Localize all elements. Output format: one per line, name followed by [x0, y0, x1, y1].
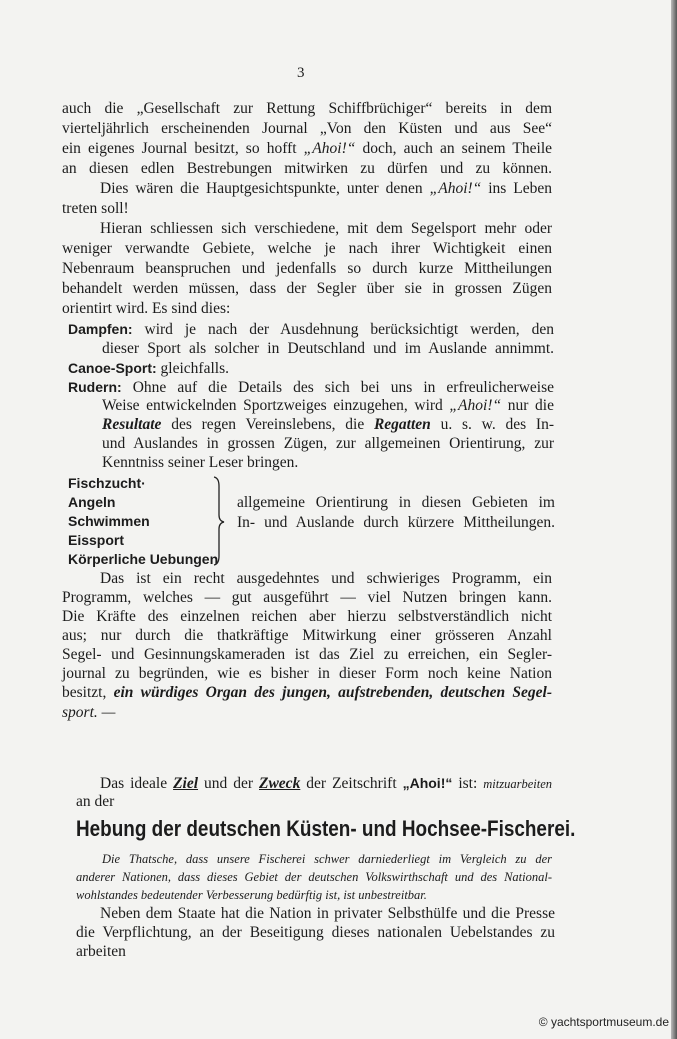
text-segment: treten soll! — [62, 200, 129, 217]
text-segment: u. s. w. des In- — [430, 416, 554, 433]
sports-item: Schwimmen — [68, 513, 150, 529]
text-line — [62, 608, 552, 626]
text-segment: Die Kräfte des einzelnen reichen aber hierzu selbstverständlich nicht — [62, 608, 552, 625]
text-segment: nur die — [501, 397, 554, 414]
sports-item: Fischzucht· — [68, 475, 146, 491]
text-segment: ist: — [452, 775, 484, 792]
text-line — [100, 905, 555, 923]
text-line — [62, 627, 552, 645]
text-segment: Resultate — [102, 416, 162, 433]
sports-item: Körperliche Uebungen — [68, 551, 219, 567]
text-segment: wohlstandes bedeutender Verbesserung bedürftig ist, ist unbestreitbar. — [76, 888, 427, 902]
text-line — [62, 200, 129, 218]
text-segment: an diesen edlen Bestrebungen mitwirken zu dürfen und zu können. — [62, 160, 552, 177]
text-line — [100, 570, 552, 588]
text-line — [68, 378, 554, 397]
text-segment: besitzt, — [62, 684, 114, 701]
text-line — [100, 220, 552, 238]
section-heading: Hebung der deutschen Küsten- und Hochsee-Fischerei. — [76, 816, 576, 841]
text-segment: wird je nach der Ausdehnung berücksichtigt werden, den — [132, 321, 554, 338]
text-line — [102, 397, 554, 415]
text-segment: „Ahoi!“ — [303, 140, 356, 157]
text-segment: und Auslandes in grossen Zügen, zur allgemeinen Orientirung, zur — [102, 435, 554, 452]
text-segment: Dies wären die Hauptgesichtspunkte, unter denen — [100, 180, 430, 197]
text-segment: mitzuarbeiten — [483, 777, 553, 791]
text-segment: Segel- und Gesinnungskameraden ist das Ziel zu erreichen, ein Segler- — [62, 646, 552, 663]
text-line — [76, 943, 126, 961]
text-line — [62, 120, 552, 138]
sports-text: In- und Auslande durch kürzere Mittheilungen. — [237, 514, 555, 531]
text-segment: die Verpflichtung, an der Beseitigung dieses nationalen Uebelstandes zu — [76, 924, 555, 941]
text-line — [102, 416, 554, 434]
text-segment: Das ideale — [100, 775, 174, 792]
text-segment: vierteljährlich erscheinenden Journal „Von den Küsten und aus See“ — [62, 120, 552, 137]
text-segment: dieser Sport als solcher in Deutschland und im Auslande annimmt. — [102, 340, 554, 357]
text-segment: ein würdiges Organ des jungen, aufstrebenden, deutschen Segel- — [113, 684, 552, 701]
text-line — [100, 180, 552, 198]
text-segment: Ohne auf die Details des sich bei uns in erfreulicherweise — [121, 379, 554, 396]
text-line — [62, 665, 552, 683]
text-segment: behandelt werden müssen, dass der Segler über sie in grossen Zügen — [62, 280, 552, 297]
text-segment: arbeiten — [76, 943, 126, 960]
text-segment: anderer Nationen, dass dieses Gebiet der deutschen Volkswirthschaft und des National- — [76, 870, 552, 884]
text-line — [62, 160, 552, 178]
text-line — [62, 260, 552, 278]
text-segment: Weise entwickelnden Sportzweiges einzugehen, wird — [102, 397, 450, 414]
text-segment: „Ahoi!“ — [449, 397, 502, 414]
text-line — [102, 340, 554, 358]
page-number: 3 — [297, 65, 305, 81]
text-segment: Hieran schliessen sich verschiedene, mit dem Segelsport mehr oder — [100, 220, 552, 237]
text-line — [62, 280, 552, 298]
text-segment: doch, auch an seinem Theile — [355, 140, 553, 157]
text-segment: Neben dem Staate hat die Nation in privater Selbsthülfe und die Presse — [100, 905, 555, 922]
text-segment: Regatten — [373, 416, 431, 433]
text-segment: Das ist ein recht ausgedehntes und schwieriges Programm, ein — [100, 570, 552, 587]
text-segment: Dampfen: — [68, 321, 133, 337]
text-segment: Ziel — [173, 775, 199, 792]
watermark: © yachtsportmuseum.de — [538, 1015, 669, 1029]
text-line — [102, 454, 298, 472]
text-segment: „Ahoi!“ — [402, 775, 453, 791]
text-segment: Programm, welches — gut ausgeführt — viel Nutzen bringen kann. — [62, 589, 552, 606]
brace-icon — [212, 476, 226, 566]
text-segment: des regen Vereinslebens, die — [161, 416, 374, 433]
text-segment: sport. — — [62, 704, 116, 721]
text-line — [62, 646, 552, 664]
text-segment: Zweck — [259, 775, 301, 792]
text-segment: auch die „Gesellschaft zur Rettung Schiffbrüchiger“ bereits in dem — [62, 100, 552, 117]
text-line — [76, 868, 552, 886]
sports-text: allgemeine Orientirung in diesen Gebieten im — [237, 494, 555, 511]
text-line — [102, 850, 552, 868]
text-segment: und der — [198, 775, 259, 792]
text-line — [62, 589, 552, 607]
text-segment: gleichfalls. — [156, 360, 229, 377]
text-line — [76, 886, 427, 904]
text-segment: Nebenraum beanspruchen und jedenfalls so durch kurze Mittheilungen — [62, 260, 552, 277]
text-segment: journal zu begründen, wie es bisher in dieser Form noch keine Nation — [62, 665, 552, 682]
text-segment: Canoe-Sport: — [68, 360, 157, 376]
scan-edge — [671, 0, 677, 1039]
text-line — [62, 240, 552, 258]
text-line — [62, 300, 230, 318]
text-line — [62, 704, 115, 722]
text-line — [100, 774, 552, 793]
text-segment: orientirt wird. Es sind dies: — [62, 300, 231, 317]
text-line — [62, 140, 552, 158]
text-line — [68, 320, 554, 339]
text-segment: aus; nur durch die thatkräftige Mitwirkung einer grösseren Anzahl — [62, 627, 552, 644]
text-line — [76, 793, 114, 811]
text-line — [102, 435, 554, 453]
sports-item: Angeln — [68, 494, 116, 510]
text-segment: Rudern: — [68, 379, 122, 395]
text-segment: ins Leben — [481, 180, 552, 197]
text-segment: Kenntniss seiner Leser bringen. — [102, 454, 299, 471]
sports-item: Eissport — [68, 532, 125, 548]
text-segment: Die Thatsche, dass unsere Fischerei schwer darniederliegt im Vergleich zu der — [102, 852, 552, 866]
text-segment: weniger verwandte Gebiete, welche je nach ihrer Wichtigkeit einen — [62, 240, 552, 257]
text-line — [62, 100, 552, 118]
text-segment: „Ahoi!“ — [429, 180, 482, 197]
text-segment: der Zeitschrift — [300, 775, 403, 792]
text-line — [62, 684, 552, 702]
text-segment: ein eigenes Journal besitzt, so hofft — [62, 140, 304, 157]
text-line — [68, 359, 229, 378]
text-line — [76, 924, 555, 942]
text-segment: an der — [76, 793, 115, 810]
